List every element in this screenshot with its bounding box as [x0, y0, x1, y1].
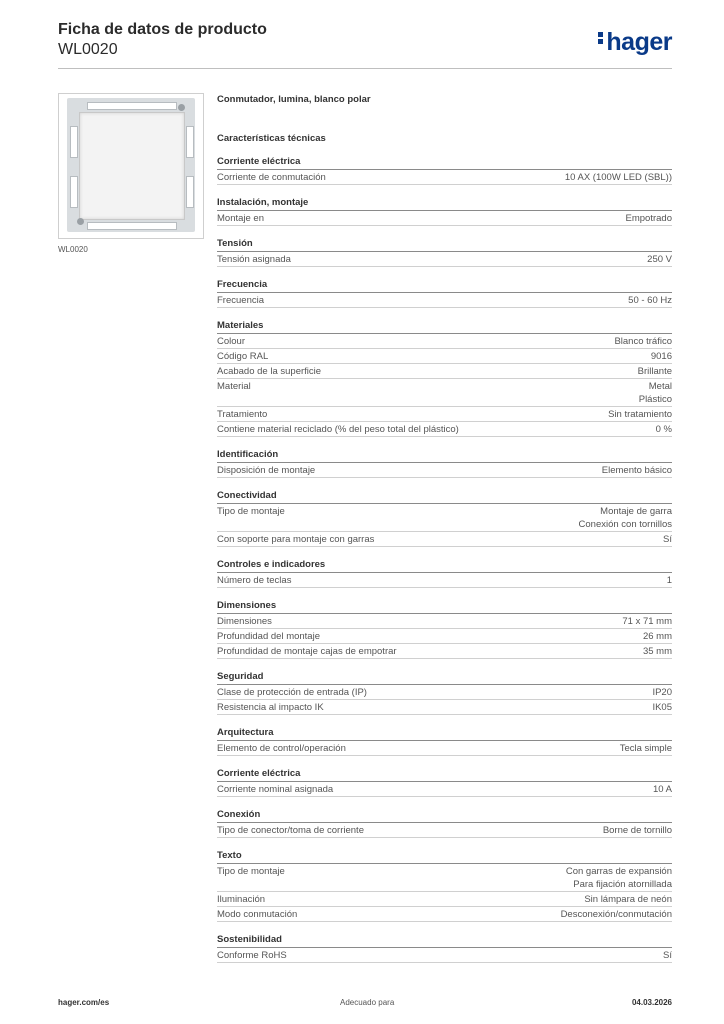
spec-label: Tipo de montaje — [217, 866, 285, 877]
spec-label: Material — [217, 381, 251, 392]
spec-value: 10 AX (100W LED (SBL)) — [564, 172, 672, 183]
spec-group — [217, 197, 672, 226]
switch-rocker — [79, 112, 185, 220]
spec-group — [217, 671, 672, 715]
spec-group — [217, 320, 672, 437]
spec-group-title: Corriente eléctrica — [217, 768, 672, 782]
spec-label: Número de teclas — [217, 575, 292, 586]
spec-label: Corriente nominal asignada — [217, 784, 334, 795]
logo-text: hager — [606, 28, 672, 56]
spec-row — [217, 823, 672, 838]
spec-row — [217, 948, 672, 963]
spec-label: Dimensiones — [217, 616, 272, 627]
spec-row — [217, 644, 672, 659]
spec-value: Brillante — [637, 366, 672, 377]
spec-label: Modo conmutación — [217, 909, 298, 920]
spec-value: 26 mm — [642, 631, 672, 642]
spec-group — [217, 600, 672, 659]
spec-value: IK05 — [652, 702, 672, 713]
spec-label: Conforme RoHS — [217, 950, 287, 961]
spec-value: 9016 — [650, 351, 672, 362]
spec-row — [217, 629, 672, 644]
spec-label: Elemento de control/operación — [217, 743, 346, 754]
spec-label: Contiene material reciclado (% del peso total del plástico) — [217, 424, 459, 435]
spec-group — [217, 727, 672, 756]
spec-row — [217, 504, 672, 532]
spec-content — [217, 94, 672, 963]
spec-label: Corriente de conmutación — [217, 172, 326, 183]
spec-row — [217, 407, 672, 422]
footer-date: 04.03.2026 — [631, 998, 672, 1007]
spec-value: 250 V — [647, 254, 672, 265]
image-caption: WL0020 — [58, 245, 88, 254]
spec-row — [217, 463, 672, 478]
spec-group — [217, 238, 672, 267]
section-title: Características técnicas — [217, 133, 326, 144]
spec-value: Metal Plástico — [638, 381, 672, 405]
spec-value: 1 — [666, 575, 672, 586]
spec-row — [217, 700, 672, 715]
spec-row — [217, 614, 672, 629]
spec-row — [217, 364, 672, 379]
spec-value: 35 mm — [642, 646, 672, 657]
header-divider — [58, 68, 672, 69]
spec-row — [217, 864, 672, 892]
spec-label: Tensión asignada — [217, 254, 291, 265]
spec-groups — [217, 156, 672, 963]
spec-group-title: Arquitectura — [217, 727, 672, 741]
spec-group — [217, 279, 672, 308]
spec-label: Acabado de la superficie — [217, 366, 322, 377]
spec-row — [217, 741, 672, 756]
spec-label: Clase de protección de entrada (IP) — [217, 687, 367, 698]
spec-row — [217, 573, 672, 588]
spec-row — [217, 892, 672, 907]
spec-row — [217, 211, 672, 226]
footer-note: Adecuado para — [340, 998, 395, 1007]
hager-logo — [598, 28, 672, 57]
spec-value: Tecla simple — [619, 743, 672, 754]
spec-row — [217, 782, 672, 797]
spec-label: Disposición de montaje — [217, 465, 316, 476]
spec-value: Borne de tornillo — [602, 825, 672, 836]
spec-value: 0 % — [655, 424, 672, 435]
spec-group — [217, 559, 672, 588]
spec-value: Con garras de expansión Para fijación atornillada — [565, 866, 672, 890]
spec-group-title: Materiales — [217, 320, 672, 334]
spec-group-title: Conectividad — [217, 490, 672, 504]
spec-label: Resistencia al impacto IK — [217, 702, 324, 713]
spec-group-title: Identificación — [217, 449, 672, 463]
spec-value: Empotrado — [625, 213, 672, 224]
spec-label: Tratamiento — [217, 409, 268, 420]
spec-value: Sin lámpara de neón — [584, 894, 672, 905]
spec-value: 10 A — [652, 784, 672, 795]
spec-value: Sin tratamiento — [608, 409, 672, 420]
switch-mounting-plate-icon — [67, 98, 195, 232]
spec-row — [217, 293, 672, 308]
spec-label: Iluminación — [217, 894, 266, 905]
spec-group — [217, 809, 672, 838]
spec-group — [217, 934, 672, 963]
spec-label: Montaje en — [217, 213, 265, 224]
spec-group-title: Conexión — [217, 809, 672, 823]
product-image — [58, 93, 204, 239]
spec-label: Frecuencia — [217, 295, 264, 306]
spec-row — [217, 379, 672, 407]
spec-group-title: Corriente eléctrica — [217, 156, 672, 170]
spec-label: Tipo de conector/toma de corriente — [217, 825, 364, 836]
spec-group-title: Texto — [217, 850, 672, 864]
page-header — [58, 20, 672, 60]
spec-group-title: Sostenibilidad — [217, 934, 672, 948]
spec-group — [217, 490, 672, 547]
spec-label: Tipo de montaje — [217, 506, 285, 517]
spec-label: Con soporte para montaje con garras — [217, 534, 375, 545]
spec-row — [217, 532, 672, 547]
spec-group-title: Tensión — [217, 238, 672, 252]
spec-group-title: Controles e indicadores — [217, 559, 672, 573]
document-title: Ficha de datos de producto — [58, 21, 267, 38]
spec-row — [217, 170, 672, 185]
spec-value: Elemento básico — [601, 465, 672, 476]
footer-website: hager.com/es — [58, 998, 110, 1007]
spec-label: Código RAL — [217, 351, 269, 362]
spec-value: Blanco tráfico — [614, 336, 672, 347]
spec-group-title: Frecuencia — [217, 279, 672, 293]
spec-value: 71 x 71 mm — [622, 616, 672, 627]
spec-value: Desconexión/conmutación — [560, 909, 672, 920]
logo-dots-icon — [598, 30, 603, 46]
spec-row — [217, 334, 672, 349]
product-title: Conmutador, lumina, blanco polar — [217, 94, 371, 105]
spec-group-title: Seguridad — [217, 671, 672, 685]
spec-value: Sí — [663, 950, 672, 961]
spec-row — [217, 252, 672, 267]
spec-group-title: Dimensiones — [217, 600, 672, 614]
spec-row — [217, 685, 672, 700]
spec-row — [217, 349, 672, 364]
spec-value: Montaje de garra Conexión con tornillos — [578, 506, 672, 530]
spec-value: Sí — [663, 534, 672, 545]
product-code: WL0020 — [58, 41, 118, 58]
spec-group — [217, 449, 672, 478]
spec-row — [217, 422, 672, 437]
spec-group — [217, 768, 672, 797]
spec-group — [217, 850, 672, 922]
spec-value: IP20 — [652, 687, 672, 698]
spec-row — [217, 907, 672, 922]
spec-label: Profundidad del montaje — [217, 631, 320, 642]
spec-label: Profundidad de montaje cajas de empotrar — [217, 646, 397, 657]
spec-value: 50 - 60 Hz — [628, 295, 672, 306]
spec-label: Colour — [217, 336, 245, 347]
spec-group — [217, 156, 672, 185]
spec-group-title: Instalación, montaje — [217, 197, 672, 211]
